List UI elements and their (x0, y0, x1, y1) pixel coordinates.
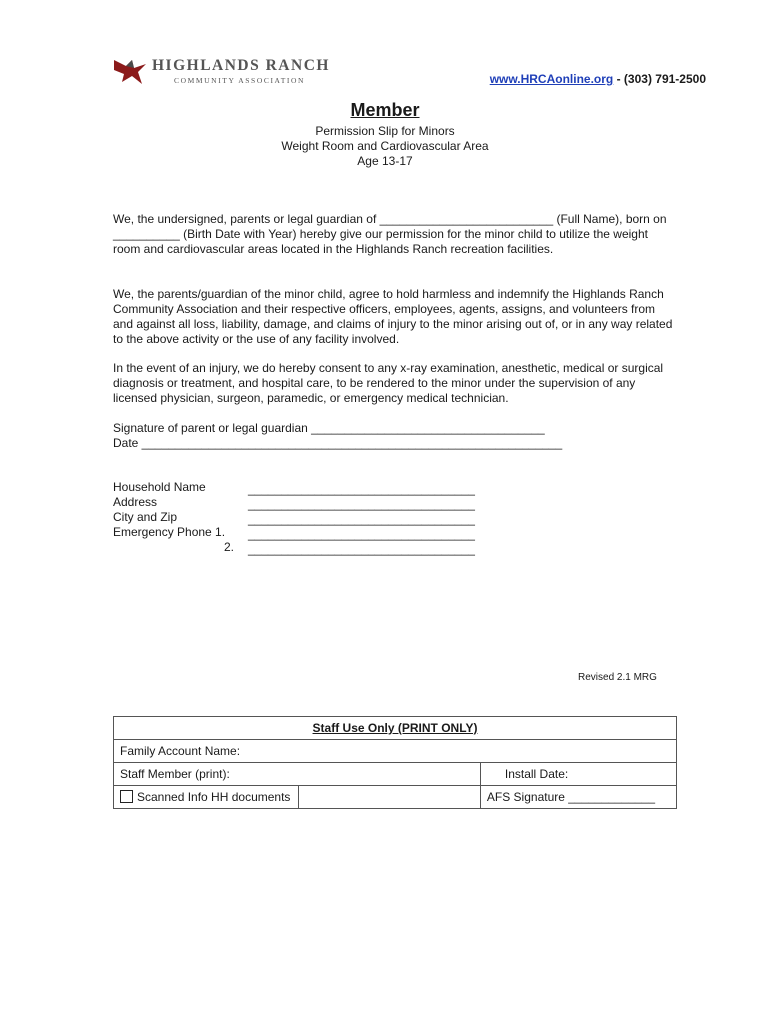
website-link[interactable]: www.HRCAonline.org (489, 72, 614, 86)
address-field[interactable]: __________________________________ (248, 497, 475, 511)
emergency-phone-1-label: Emergency Phone 1. (113, 525, 226, 539)
scanned-info-value[interactable] (299, 786, 481, 809)
emergency-phone-2-label: 2. (224, 540, 235, 554)
medical-consent-paragraph: In the event of an injury, we do hereby consent to any x-ray examination, anesthetic, medical or surgical diagnosis or treatment, and hospital care, to be rendered to the minor under the supervision of any licensed physician, surgeon, paramedic, or emergency medical technician. (113, 361, 664, 405)
contact-line (490, 72, 706, 86)
revision-note: Revised 2.1 MRG (578, 672, 657, 683)
hrca-logo (112, 56, 330, 90)
consent-paragraph: We, the undersigned, parents or legal guardian of __________________________ (Full Name), born on __________ (Birth Date with Year) hereby give our permission for the minor child to utilize the weight room and cardiovascular areas located in the Highlands Ranch recreation facilities. (113, 212, 667, 256)
emergency-phone-1-field[interactable]: __________________________________ (248, 527, 475, 541)
eagle-icon (112, 56, 148, 86)
org-name: HIGHLANDS RANCH (152, 57, 330, 74)
scanned-checkbox[interactable] (120, 790, 133, 803)
signature-line[interactable]: Signature of parent or legal guardian ___________________________________ (113, 421, 545, 435)
indemnify-paragraph: We, the parents/guardian of the minor child, agree to hold harmless and indemnify the Highlands Ranch Community Association and their respective officers, employees, agents, assigns, and volunteers from and against all loss, liability, damage, and claims of injury to the minor arising out of, or in any way related to the above activity or the use of any facility involved. (113, 287, 673, 346)
city-zip-label: City and Zip (113, 510, 178, 524)
scanned-info-cell (114, 786, 299, 809)
install-date-field[interactable]: Install Date: (480, 763, 676, 786)
staff-use-table (113, 716, 677, 809)
subtitle-age: Age 13-17 (357, 154, 413, 168)
page-title: Member (350, 100, 420, 120)
org-subtitle: COMMUNITY ASSOCIATION (174, 76, 306, 85)
date-line[interactable]: Date _______________________________________________________________ (113, 436, 563, 450)
city-zip-field[interactable]: __________________________________ (248, 512, 475, 526)
subtitle-permission-slip: Permission Slip for Minors (315, 124, 455, 138)
address-label: Address (113, 495, 158, 509)
staff-use-header: Staff Use Only (PRINT ONLY) (114, 717, 677, 740)
family-account-field[interactable]: Family Account Name: (114, 740, 677, 763)
scanned-label: Scanned Info HH documents (137, 790, 291, 804)
afs-signature-field[interactable]: AFS Signature _____________ (480, 786, 676, 809)
phone-number: - (303) 791-2500 (613, 72, 706, 86)
household-name-field[interactable]: __________________________________ (248, 482, 475, 496)
emergency-phone-2-field[interactable]: __________________________________ (248, 542, 475, 556)
household-name-label: Household Name (113, 480, 206, 494)
subtitle-area: Weight Room and Cardiovascular Area (281, 139, 489, 153)
staff-member-field[interactable]: Staff Member (print): (114, 763, 481, 786)
